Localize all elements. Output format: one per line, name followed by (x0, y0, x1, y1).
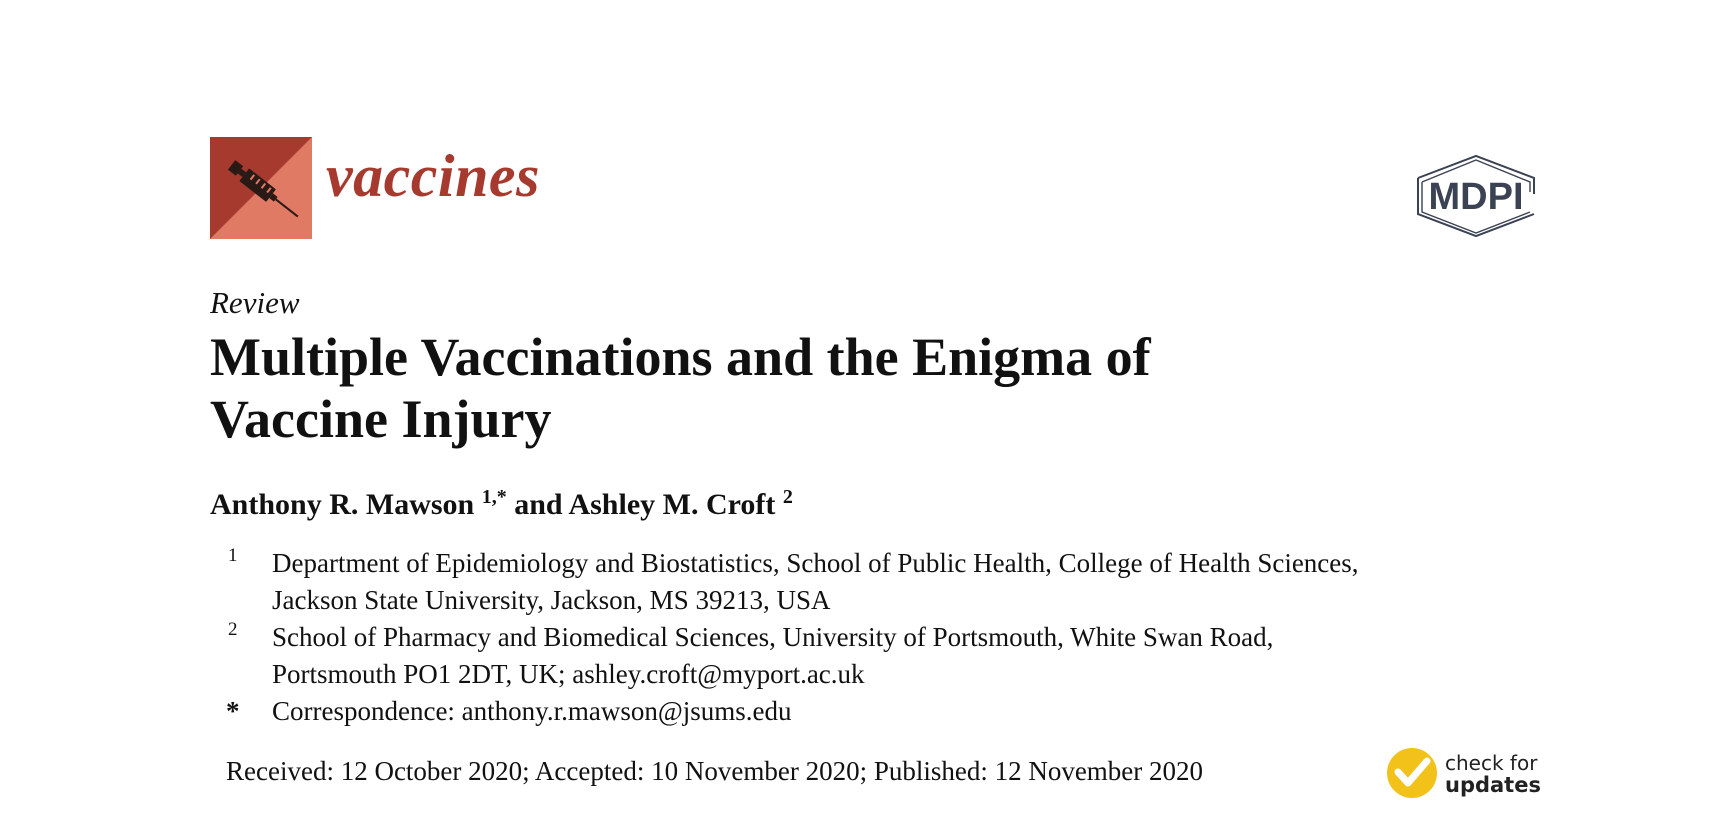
affiliation-text: Department of Epidemiology and Biostatistics, School of Public Health, College of Health Sciences, (272, 548, 1359, 578)
affiliation-text[interactable]: Portsmouth PO1 2DT, UK; ashley.croft@myport.ac.uk (272, 659, 865, 689)
check-for-updates-button[interactable] (1386, 747, 1541, 801)
syringe-icon (210, 137, 312, 239)
update-badge-text (1445, 752, 1541, 796)
affiliation-2 (210, 619, 1510, 693)
correspondence-marker: * (226, 696, 240, 726)
affiliation-text: School of Pharmacy and Biomedical Sciences, University of Portsmouth, White Swan Road, (272, 622, 1274, 652)
author-list (210, 486, 793, 521)
correspondence-email[interactable]: Correspondence: anthony.r.mawson@jsums.edu (272, 696, 792, 726)
author-conjunction: and (514, 488, 563, 521)
publisher-logo (1412, 154, 1540, 238)
publication-history: Received: 12 October 2020; Accepted: 10 November 2020; Published: 12 November 2020 (226, 756, 1204, 786)
article-type: Review (210, 285, 300, 320)
title-line-1: Multiple Vaccinations and the Enigma of (210, 327, 1151, 387)
journal-name: vaccines (326, 143, 540, 209)
article-title (210, 326, 1410, 450)
title-line-2: Vaccine Injury (210, 389, 552, 449)
author-name[interactable]: Anthony R. Mawson (210, 488, 475, 521)
author-marks: 1,* (481, 486, 507, 508)
update-badge-line1: check for (1445, 751, 1538, 775)
checkmark-icon (1386, 747, 1438, 799)
affiliations (210, 545, 1510, 730)
affiliation-marker: 2 (228, 619, 238, 640)
publisher-name: MDPI (1428, 176, 1524, 218)
author-name[interactable]: Ashley M. Croft (568, 488, 776, 521)
update-badge-line2: updates (1445, 773, 1541, 797)
affiliation-marker: 1 (228, 545, 238, 566)
affiliation-1 (210, 545, 1510, 619)
correspondence (210, 693, 1510, 730)
author-marks: 2 (782, 486, 793, 508)
affiliation-text: Jackson State University, Jackson, MS 39213, USA (272, 585, 831, 615)
